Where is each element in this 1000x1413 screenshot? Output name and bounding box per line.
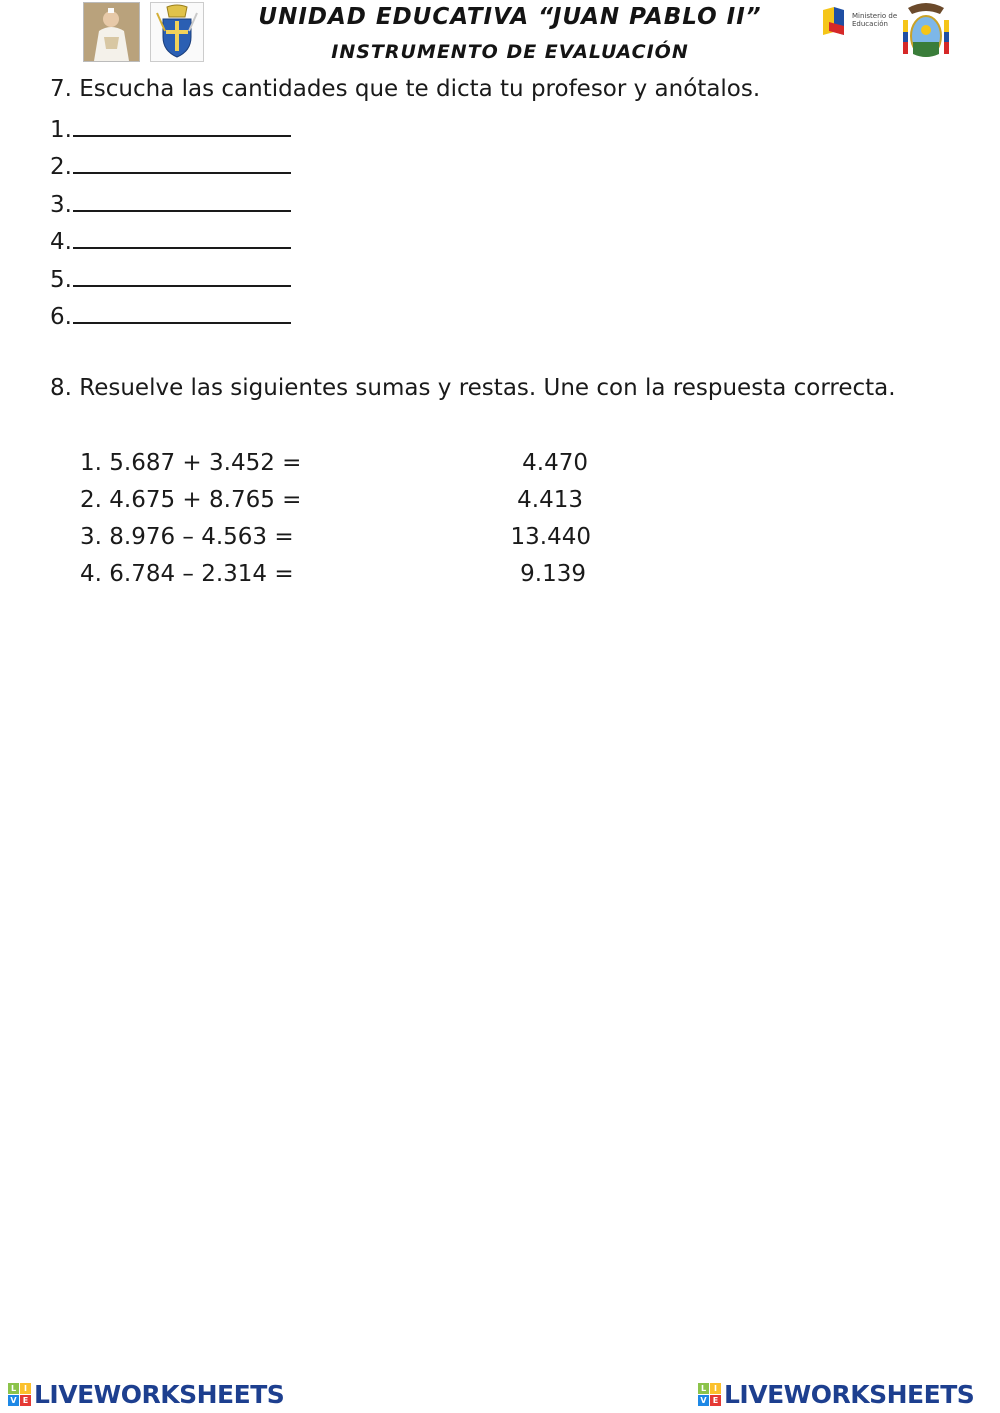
operation-3[interactable]: 3. 8.976 – 4.563 =	[80, 524, 294, 550]
liveworksheets-brand-text: LIVEWORKSHEETS	[724, 1379, 975, 1409]
answer-blank-6	[50, 300, 291, 330]
liveworksheets-logo-left[interactable]	[8, 1378, 284, 1410]
liveworksheets-badge-icon: L I V E	[698, 1383, 721, 1406]
liveworksheets-brand-text: LIVEWORKSHEETS	[34, 1379, 285, 1409]
question-8-prompt: 8. Resuelve las siguientes sumas y restas. Une con la respuesta correcta.	[50, 375, 896, 401]
school-name: UNIDAD EDUCATIVA “JUAN PABLO II”	[258, 4, 762, 30]
blank-number: 5.	[50, 267, 72, 293]
answer-option-1[interactable]: 4.470	[522, 450, 588, 476]
answer-blank-2	[50, 150, 291, 180]
operation-4[interactable]: 4. 6.784 – 2.314 =	[80, 561, 294, 587]
pope-photo	[83, 2, 140, 62]
blank-number: 1.	[50, 117, 72, 143]
answer-option-2[interactable]: 4.413	[517, 487, 583, 513]
write-line[interactable]	[73, 188, 291, 212]
write-line[interactable]	[73, 225, 291, 249]
blank-number: 6.	[50, 304, 72, 330]
blank-number: 2.	[50, 154, 72, 180]
ecuador-coat-of-arms	[900, 2, 952, 64]
answer-option-4[interactable]: 9.139	[520, 561, 586, 587]
liveworksheets-badge-icon: L I V E	[8, 1383, 31, 1406]
write-line[interactable]	[73, 150, 291, 174]
ministry-logo-text: Ministerio de Educación	[852, 12, 898, 28]
blank-number: 3.	[50, 192, 72, 218]
ministry-of-education-logo	[820, 4, 900, 38]
operation-1[interactable]: 1. 5.687 + 3.452 =	[80, 450, 302, 476]
operation-2[interactable]: 2. 4.675 + 8.765 =	[80, 487, 302, 513]
answer-option-3[interactable]: 13.440	[510, 524, 591, 550]
question-7-prompt: 7. Escucha las cantidades que te dicta tu profesor y anótalos.	[50, 76, 761, 102]
liveworksheets-logo-right[interactable]	[698, 1378, 974, 1410]
answer-blank-5	[50, 263, 291, 293]
write-line[interactable]	[73, 113, 291, 137]
answer-blank-1	[50, 113, 291, 143]
blank-number: 4.	[50, 229, 72, 255]
instrument-title: INSTRUMENTO DE EVALUACIÓN	[331, 41, 689, 63]
answer-blank-4	[50, 225, 291, 255]
answer-blank-3	[50, 188, 291, 218]
vatican-coat-of-arms	[150, 2, 204, 62]
write-line[interactable]	[73, 263, 291, 287]
write-line[interactable]	[73, 300, 291, 324]
